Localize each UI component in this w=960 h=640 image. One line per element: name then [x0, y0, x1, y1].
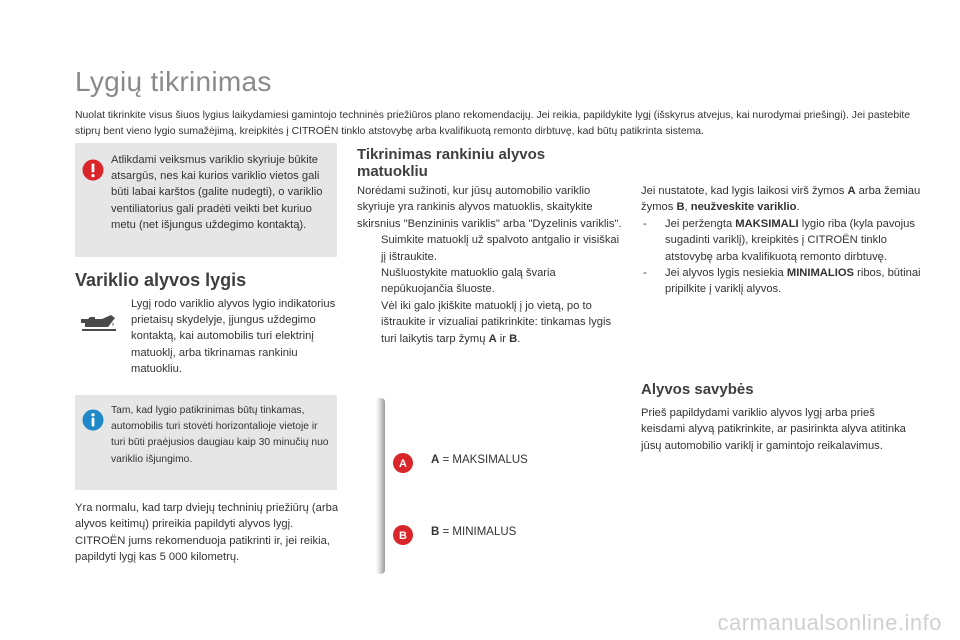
- list-item: - Jei alyvos lygis nesiekia MINIMALIOS ribos, būtinai pripilkite į variklį alyvos.: [643, 267, 921, 296]
- list-item: Vėl iki galo įkiškite matuoklį į jo vietą, po to ištraukite ir vizualiai patikrinkite: tinkamas lygis turi laikytis tarp žymų A ir B.: [381, 299, 612, 345]
- level-notes-list: [641, 216, 921, 298]
- svg-text:A: A: [399, 458, 407, 470]
- manual-check-section: [357, 183, 622, 347]
- exclamation-icon: [82, 159, 104, 181]
- mark-a-icon: [392, 452, 414, 474]
- page-title: Lygių tikrinimas: [75, 66, 272, 97]
- svg-text:B: B: [399, 530, 407, 542]
- list-item: - Jei peržengta MAKSIMALI lygio riba (kyla pavojus sugadinti variklį), kreipkitės į CITROËN tinklo atstovybę arba kvalifikuotą remonto dirbtuvę.: [643, 217, 915, 263]
- engine-oil-text: Lygį rodo variklio alyvos lygio indikatorius prietaisų skydelyje, įjungus uždegimo kontaktą, kai automobilis turi elektrinį matuoklį, arba tikrinamas rankiniu matuokliu.: [131, 298, 336, 375]
- oil-properties-heading: Alyvos savybės: [641, 381, 754, 398]
- level-notes-intro: Jei nustatote, kad lygis laikosi virš žymos A arba žemiau žymos B, neužveskite variklio.: [641, 185, 921, 214]
- mark-a-label: A = MAKSIMALUS: [431, 454, 528, 466]
- warning-box: [75, 143, 337, 257]
- info-text: Tam, kad lygio patikrinimas būtų tinkamas, automobilis turi stovėti horizontalioje vietoje ir turi būti praėjusios daugiau kaip 30 minučių nuo variklio išjungimo.: [111, 405, 329, 465]
- level-notes-section: [641, 183, 921, 298]
- maintenance-note: Yra normalu, kad tarp dviejų techninių priežiūrų (arba alyvos keitimų) prireikia papildyti alyvos lygį. CITROËN jums rekomenduoja patikrinti ir, jei reikia, papildyti lygį kas 5 000 kilometrų.: [75, 502, 339, 563]
- oil-can-icon: [78, 311, 118, 333]
- engine-oil-heading: Variklio alyvos lygis: [75, 270, 247, 290]
- list-item: Nušluostykite matuoklio galą švaria nepūkuojančia šluoste.: [381, 267, 556, 296]
- intro-paragraph: Nuolat tikrinkite visus šiuos lygius laikydamiesi gamintojo techninės priežiūros plano rekomendacijų. Jei reikia, papildykite lygį (išskyrus atvejus, kai nurodymai priešingi). Jei pastebite stiprų bent vieno lygio sumažėjimą, kreipkitės į CITROËN tinklo atstovybę arba kvalifikuotą remonto dirbtuvę, kad būtų patikrinta sistema.: [75, 110, 911, 137]
- mark-b-label: B = MINIMALUS: [431, 526, 517, 538]
- mark-b-icon: [392, 524, 414, 546]
- dipstick-icon: [372, 398, 388, 574]
- info-box: [75, 395, 337, 490]
- list-item: Suimkite matuoklį už spalvoto antgalio ir visiškai jį ištraukite.: [381, 234, 620, 263]
- manual-check-intro: Norėdami sužinoti, kur jūsų automobilio variklio skyriuje yra rankinis alyvos matuoklis, skaitykite skirsnius "Benzininis variklis" arba "Dyzelinis variklis".: [357, 185, 622, 230]
- oil-properties-text: Prieš papildydami variklio alyvos lygį arba prieš keisdami alyvą patikrinkite, ar pasirinkta alyva atitinka jūsų automobilio variklį ir gamintojo reikalavimus.: [641, 407, 906, 452]
- info-icon: [82, 409, 104, 431]
- warning-text: Atlikdami veiksmus variklio skyriuje būkite atsargūs, nes kai kurios variklio vietos gali būti labai karštos (galite nudegti), o variklio ventiliatorius gali pradėti veikti bet kuriuo metu (net išjungus uždegimo kontaktą).: [111, 154, 323, 231]
- manual-check-heading: Tikrinimas rankiniu alyvos matuokliu: [357, 146, 546, 180]
- manual-check-steps: [357, 232, 622, 347]
- watermark: carmanualsonline.info: [717, 610, 942, 635]
